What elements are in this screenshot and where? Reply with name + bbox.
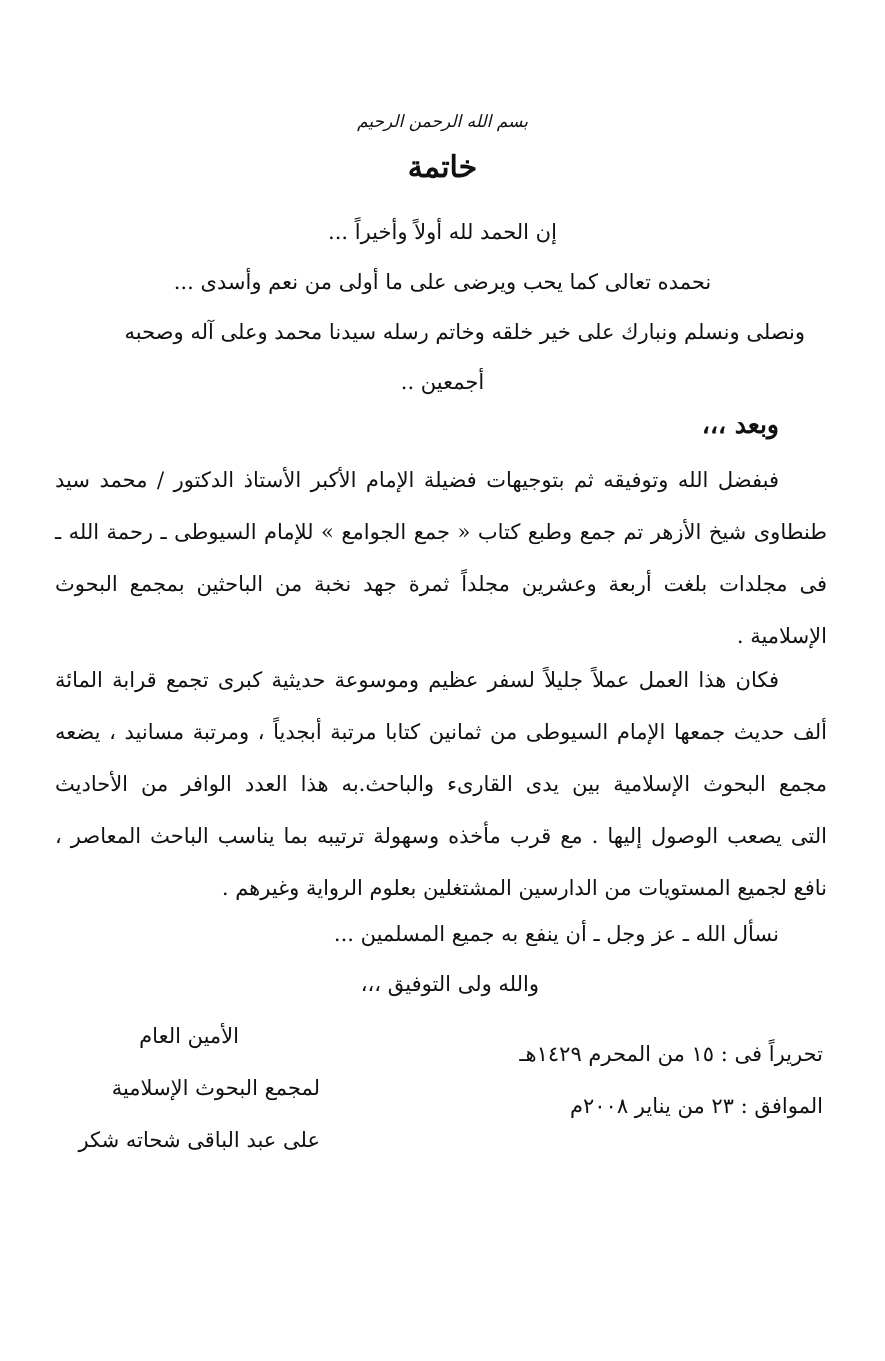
paragraph-1 bbox=[55, 466, 827, 674]
intro-line-4: أجمعين .. bbox=[400, 370, 485, 394]
paragraph-line: مجمع البحوث الإسلامية بين يدى القارىء والباحث.به هذا العدد الوافر من الأحاديث bbox=[55, 772, 827, 796]
date-gregorian: الموافق : ٢٣ من يناير ٢٠٠٨م bbox=[569, 1094, 823, 1118]
date-hijri: تحريراً فى : ١٥ من المحرم ١٤٢٩هـ bbox=[519, 1042, 823, 1066]
intro-line-2: نحمده تعالى كما يحب ويرضى على ما أولى من نعم وأسدى ... bbox=[173, 270, 712, 294]
signature-org: لمجمع البحوث الإسلامية bbox=[111, 1076, 320, 1100]
paragraph-line: فى مجلدات بلغت أربعة وعشرين مجلداً ثمرة جهد نخبة من الباحثين بمجمع البحوث bbox=[55, 572, 827, 596]
paragraph-line: الإسلامية . bbox=[736, 624, 827, 648]
page-title: خاتمة bbox=[407, 150, 478, 185]
intro-line-3: ونصلى ونسلم ونبارك على خير خلقه وخاتم رسله سيدنا محمد وعلى آله وصحبه bbox=[124, 320, 805, 344]
closing-line-2: والله ولى التوفيق ،،، bbox=[360, 972, 539, 996]
intro-line-1: إن الحمد لله أولاً وأخيراً ... bbox=[328, 220, 557, 244]
wabaad-heading: وبعد ،،، bbox=[701, 410, 779, 439]
paragraph-line: نافع لجميع المستويات من الدارسين المشتغلين بعلوم الرواية وغيرهم . bbox=[221, 876, 827, 900]
paragraph-line: طنطاوى شيخ الأزهر تم جمع وطبع كتاب « جمع الجوامع » للإمام السيوطى ـ رحمة الله ـ bbox=[55, 520, 827, 544]
signature-name: على عبد الباقى شحاته شكر bbox=[78, 1128, 320, 1152]
basmala: بسم الله الرحمن الرحيم bbox=[357, 112, 528, 132]
paragraph-line: التى يصعب الوصول إليها . مع قرب مأخذه وسهولة ترتيبه بما يناسب الباحث المعاصر ، bbox=[55, 824, 827, 848]
paragraph-line: فكان هذا العمل عملاً جليلاً لسفر عظيم وموسوعة حديثية كبرى تجمع قرابة المائة bbox=[55, 668, 779, 692]
signature-role: الأمين العام bbox=[139, 1024, 239, 1048]
paragraph-2 bbox=[55, 666, 827, 926]
paragraph-line: فبفضل الله وتوفيقه ثم بتوجيهات فضيلة الإمام الأكبر الأستاذ الدكتور / محمد سيد bbox=[55, 468, 779, 492]
closing-line-1: نسأل الله ـ عز وجل ـ أن ينفع به جميع المسلمين ... bbox=[333, 922, 779, 946]
paragraph-line: ألف حديث جمعها الإمام السيوطى من ثمانين كتابا مرتبة أبجدياً ، ومرتبة مسانيد ، يضعه bbox=[55, 720, 827, 744]
